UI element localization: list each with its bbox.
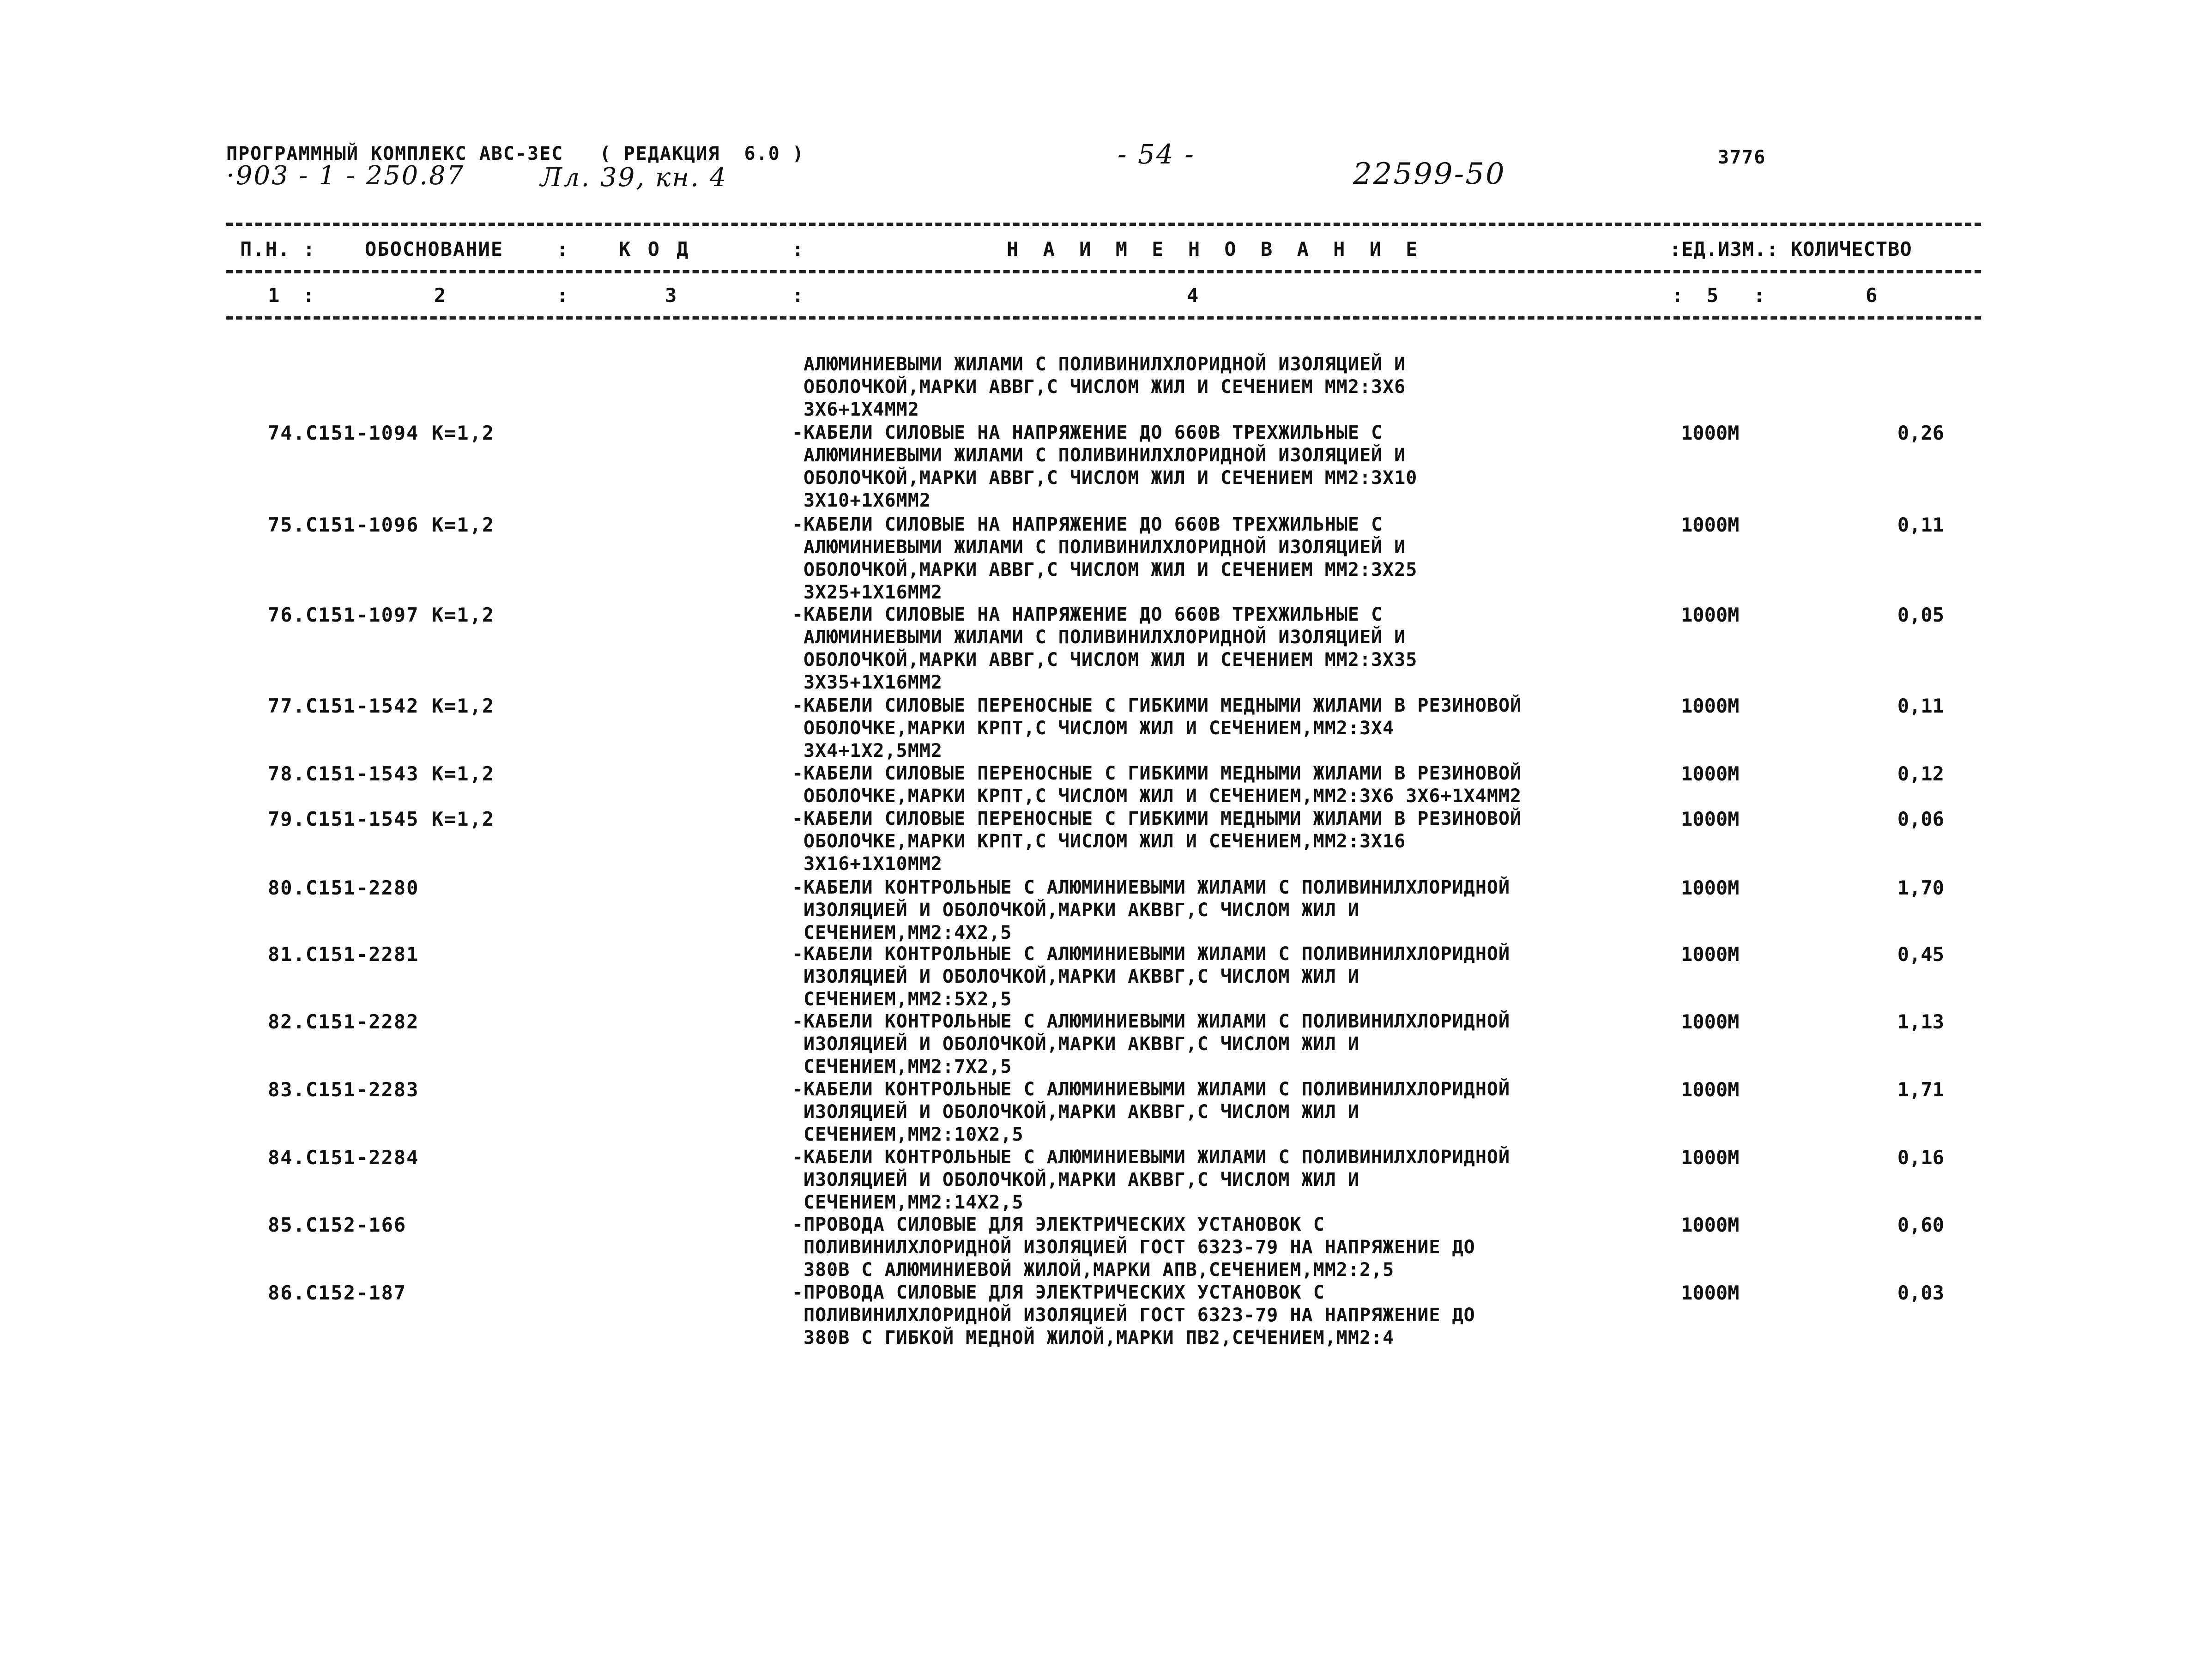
col-header-code: К О Д bbox=[619, 238, 691, 260]
row-name-line: -КАБЕЛИ КОНТРОЛЬНЫЕ С АЛЮМИНИЕВЫМИ ЖИЛАМИ С ПОЛИВИНИЛХЛОРИДНОЙ bbox=[792, 877, 1510, 898]
row-name-line: АЛЮМИНИЕВЫМИ ЖИЛАМИ С ПОЛИВИНИЛХЛОРИДНОЙ ИЗОЛЯЦИЕЙ И bbox=[803, 537, 1406, 558]
row-name-line: -КАБЕЛИ КОНТРОЛЬНЫЕ С АЛЮМИНИЕВЫМИ ЖИЛАМИ С ПОЛИВИНИЛХЛОРИДНОЙ bbox=[792, 1079, 1510, 1100]
continuation-line: АЛЮМИНИЕВЫМИ ЖИЛАМИ С ПОЛИВИНИЛХЛОРИДНОЙ ИЗОЛЯЦИЕЙ И bbox=[803, 354, 1406, 375]
row-name-line: СЕЧЕНИЕМ,ММ2:7Х2,5 bbox=[803, 1056, 1012, 1077]
row-name-line: ПОЛИВИНИЛХЛОРИДНОЙ ИЗОЛЯЦИЕЙ ГОСТ 6323-79 НА НАПРЯЖЕНИЕ ДО bbox=[803, 1305, 1475, 1326]
row-unit: 1000М bbox=[1681, 943, 1740, 966]
row-unit: 1000М bbox=[1681, 1146, 1740, 1169]
header-rule-bottom bbox=[226, 316, 1981, 320]
col-header-pn: П.Н. : bbox=[240, 238, 316, 260]
row-quantity: 1,70 bbox=[1897, 876, 1944, 899]
col-number-3: 3 bbox=[665, 284, 677, 307]
col-header-sep-1: : bbox=[556, 238, 571, 260]
row-unit: 1000М bbox=[1681, 422, 1740, 444]
sheet-number: 3776 bbox=[1718, 147, 1766, 168]
row-name-line: 3Х4+1Х2,5ММ2 bbox=[803, 740, 942, 761]
row-name-line: 380В С АЛЮМИНИЕВОЙ ЖИЛОЙ,МАРКИ АПВ,СЕЧЕНИЕМ,ММ2:2,5 bbox=[803, 1259, 1395, 1281]
row-name-line: -ПРОВОДА СИЛОВЫЕ ДЛЯ ЭЛЕКТРИЧЕСКИХ УСТАНОВОК С bbox=[792, 1282, 1325, 1303]
row-name-line: 3Х35+1Х16ММ2 bbox=[803, 672, 942, 693]
row-code: 76.С151-1097 К=1,2 bbox=[268, 604, 495, 626]
col-header-sep-2: : bbox=[792, 238, 807, 260]
row-quantity: 0,11 bbox=[1897, 695, 1944, 717]
row-name-line: 380В С ГИБКОЙ МЕДНОЙ ЖИЛОЙ,МАРКИ ПВ2,СЕЧЕНИЕМ,ММ2:4 bbox=[803, 1327, 1395, 1348]
row-name-line: СЕЧЕНИЕМ,ММ2:5Х2,5 bbox=[803, 989, 1012, 1010]
col-number-1: 1 : bbox=[268, 284, 315, 307]
row-quantity: 0,05 bbox=[1897, 604, 1944, 626]
header-rule-mid bbox=[226, 270, 1981, 273]
row-name-line: -КАБЕЛИ КОНТРОЛЬНЫЕ С АЛЮМИНИЕВЫМИ ЖИЛАМИ С ПОЛИВИНИЛХЛОРИДНОЙ bbox=[792, 943, 1510, 965]
row-name-line: ОБОЛОЧКЕ,МАРКИ КРПТ,С ЧИСЛОМ ЖИЛ И СЕЧЕНИЕМ,ММ2:3Х16 bbox=[803, 831, 1406, 852]
row-code: 77.С151-1542 К=1,2 bbox=[268, 695, 495, 717]
row-name-line: ИЗОЛЯЦИЕЙ И ОБОЛОЧКОЙ,МАРКИ АКВВГ,С ЧИСЛОМ ЖИЛ И bbox=[803, 966, 1359, 987]
col-header-name: Н А И М Е Н О В А Н И Е bbox=[1007, 238, 1424, 260]
row-name-line: АЛЮМИНИЕВЫМИ ЖИЛАМИ С ПОЛИВИНИЛХЛОРИДНОЙ ИЗОЛЯЦИЕЙ И bbox=[803, 445, 1406, 466]
row-name-line: СЕЧЕНИЕМ,ММ2:14Х2,5 bbox=[803, 1192, 1024, 1213]
row-unit: 1000М bbox=[1681, 762, 1740, 785]
program-title: ПРОГРАММНЫЙ КОМПЛЕКС АВС-3ЕС ( РЕДАКЦИЯ 6.0 ) bbox=[226, 143, 804, 164]
row-name-line: -КАБЕЛИ КОНТРОЛЬНЫЕ С АЛЮМИНИЕВЫМИ ЖИЛАМИ С ПОЛИВИНИЛХЛОРИДНОЙ bbox=[792, 1147, 1510, 1168]
row-name-line: -КАБЕЛИ СИЛОВЫЕ НА НАПРЯЖЕНИЕ ДО 660В ТРЕХЖИЛЬНЫЕ С bbox=[792, 604, 1383, 625]
header-rule-top bbox=[226, 223, 1981, 226]
row-name-line: ИЗОЛЯЦИЕЙ И ОБОЛОЧКОЙ,МАРКИ АКВВГ,С ЧИСЛОМ ЖИЛ И bbox=[803, 1169, 1359, 1191]
row-name-line: ОБОЛОЧКОЙ,МАРКИ АВВГ,С ЧИСЛОМ ЖИЛ И СЕЧЕНИЕМ ММ2:3Х25 bbox=[803, 559, 1418, 580]
row-name-line: 3Х10+1Х6ММ2 bbox=[803, 490, 931, 511]
col-header-basis: ОБОСНОВАНИЕ bbox=[365, 238, 504, 260]
col-header-unit-qty: :ЕД.ИЗМ.: КОЛИЧЕСТВО bbox=[1669, 238, 1912, 260]
row-unit: 1000М bbox=[1681, 808, 1740, 830]
row-code: 85.С152-166 bbox=[268, 1214, 407, 1236]
row-unit: 1000М bbox=[1681, 695, 1740, 717]
row-code: 86.С152-187 bbox=[268, 1281, 407, 1304]
col-number-2: 2 bbox=[434, 284, 446, 307]
row-name-line: -КАБЕЛИ СИЛОВЫЕ ПЕРЕНОСНЫЕ С ГИБКИМИ МЕДНЫМИ ЖИЛАМИ В РЕЗИНОВОЙ bbox=[792, 695, 1522, 716]
row-name-line: ОБОЛОЧКОЙ,МАРКИ АВВГ,С ЧИСЛОМ ЖИЛ И СЕЧЕНИЕМ ММ2:3Х10 bbox=[803, 467, 1418, 489]
row-quantity: 0,11 bbox=[1897, 514, 1944, 536]
row-quantity: 1,71 bbox=[1897, 1078, 1944, 1101]
col-number-5: : 5 : bbox=[1672, 284, 1765, 307]
row-name-line: -КАБЕЛИ СИЛОВЫЕ ПЕРЕНОСНЫЕ С ГИБКИМИ МЕДНЫМИ ЖИЛАМИ В РЕЗИНОВОЙ bbox=[792, 763, 1522, 784]
row-unit: 1000М bbox=[1681, 876, 1740, 899]
row-quantity: 0,12 bbox=[1897, 762, 1944, 785]
row-quantity: 0,45 bbox=[1897, 943, 1944, 966]
row-name-line: ОБОЛОЧКОЙ,МАРКИ АВВГ,С ЧИСЛОМ ЖИЛ И СЕЧЕНИЕМ ММ2:3Х35 bbox=[803, 649, 1418, 671]
row-name-line: 3Х25+1Х16ММ2 bbox=[803, 582, 942, 603]
row-code: 83.С151-2283 bbox=[268, 1078, 419, 1101]
row-code: 78.С151-1543 К=1,2 bbox=[268, 762, 495, 785]
row-code: 74.С151-1094 К=1,2 bbox=[268, 422, 495, 444]
row-name-line: ОБОЛОЧКЕ,МАРКИ КРПТ,С ЧИСЛОМ ЖИЛ И СЕЧЕНИЕМ,ММ2:3Х6 3Х6+1Х4ММ2 bbox=[803, 786, 1522, 807]
row-quantity: 0,06 bbox=[1897, 808, 1944, 830]
row-quantity: 0,26 bbox=[1897, 422, 1944, 444]
row-name-line: -ПРОВОДА СИЛОВЫЕ ДЛЯ ЭЛЕКТРИЧЕСКИХ УСТАНОВОК С bbox=[792, 1214, 1325, 1235]
row-name-line: СЕЧЕНИЕМ,ММ2:10Х2,5 bbox=[803, 1124, 1024, 1145]
col-number-sep-2: : bbox=[792, 284, 804, 307]
row-quantity: 0,16 bbox=[1897, 1146, 1944, 1169]
sheet-reference: Лл. 39, кн. 4 bbox=[540, 163, 728, 193]
row-unit: 1000М bbox=[1681, 514, 1740, 536]
row-name-line: ИЗОЛЯЦИЕЙ И ОБОЛОЧКОЙ,МАРКИ АКВВГ,С ЧИСЛОМ ЖИЛ И bbox=[803, 900, 1359, 921]
col-number-4: 4 bbox=[1187, 284, 1199, 307]
row-quantity: 1,13 bbox=[1897, 1010, 1944, 1033]
row-name-line: -КАБЕЛИ КОНТРОЛЬНЫЕ С АЛЮМИНИЕВЫМИ ЖИЛАМИ С ПОЛИВИНИЛХЛОРИДНОЙ bbox=[792, 1011, 1510, 1032]
row-name-line: 3Х16+1Х10ММ2 bbox=[803, 853, 942, 875]
continuation-line: 3Х6+1Х4ММ2 bbox=[803, 399, 919, 420]
continuation-line: ОБОЛОЧКОЙ,МАРКИ АВВГ,С ЧИСЛОМ ЖИЛ И СЕЧЕНИЕМ ММ2:3Х6 bbox=[803, 376, 1406, 398]
row-name-line: ПОЛИВИНИЛХЛОРИДНОЙ ИЗОЛЯЦИЕЙ ГОСТ 6323-79 НА НАПРЯЖЕНИЕ ДО bbox=[803, 1237, 1475, 1258]
row-name-line: СЕЧЕНИЕМ,ММ2:4Х2,5 bbox=[803, 922, 1012, 943]
row-code: 81.С151-2281 bbox=[268, 943, 419, 966]
row-code: 79.С151-1545 К=1,2 bbox=[268, 808, 495, 830]
row-unit: 1000М bbox=[1681, 1078, 1740, 1101]
row-unit: 1000М bbox=[1681, 604, 1740, 626]
row-code: 80.С151-2280 bbox=[268, 876, 419, 899]
row-unit: 1000М bbox=[1681, 1214, 1740, 1236]
page-marker: - 54 - bbox=[1118, 139, 1195, 170]
row-unit: 1000М bbox=[1681, 1281, 1740, 1304]
row-code: 82.С151-2282 bbox=[268, 1010, 419, 1033]
row-quantity: 0,60 bbox=[1897, 1214, 1944, 1236]
row-name-line: -КАБЕЛИ СИЛОВЫЕ НА НАПРЯЖЕНИЕ ДО 660В ТРЕХЖИЛЬНЫЕ С bbox=[792, 422, 1383, 443]
col-number-6: 6 bbox=[1866, 284, 1878, 307]
row-name-line: -КАБЕЛИ СИЛОВЫЕ НА НАПРЯЖЕНИЕ ДО 660В ТРЕХЖИЛЬНЫЕ С bbox=[792, 514, 1383, 535]
row-name-line: ИЗОЛЯЦИЕЙ И ОБОЛОЧКОЙ,МАРКИ АКВВГ,С ЧИСЛОМ ЖИЛ И bbox=[803, 1101, 1359, 1123]
row-unit: 1000М bbox=[1681, 1010, 1740, 1033]
row-name-line: АЛЮМИНИЕВЫМИ ЖИЛАМИ С ПОЛИВИНИЛХЛОРИДНОЙ ИЗОЛЯЦИЕЙ И bbox=[803, 627, 1406, 648]
row-name-line: ОБОЛОЧКЕ,МАРКИ КРПТ,С ЧИСЛОМ ЖИЛ И СЕЧЕНИЕМ,ММ2:3Х4 bbox=[803, 718, 1395, 739]
row-quantity: 0,03 bbox=[1897, 1281, 1944, 1304]
col-number-sep-1: : bbox=[556, 284, 568, 307]
row-code: 75.С151-1096 К=1,2 bbox=[268, 514, 495, 536]
row-code: 84.С151-2284 bbox=[268, 1146, 419, 1169]
drawing-number: 22599-50 bbox=[1353, 157, 1506, 191]
row-name-line: ИЗОЛЯЦИЕЙ И ОБОЛОЧКОЙ,МАРКИ АКВВГ,С ЧИСЛОМ ЖИЛ И bbox=[803, 1033, 1359, 1055]
row-name-line: -КАБЕЛИ СИЛОВЫЕ ПЕРЕНОСНЫЕ С ГИБКИМИ МЕДНЫМИ ЖИЛАМИ В РЕЗИНОВОЙ bbox=[792, 808, 1522, 829]
project-code: ·903 - 1 - 250.87 bbox=[226, 161, 465, 191]
